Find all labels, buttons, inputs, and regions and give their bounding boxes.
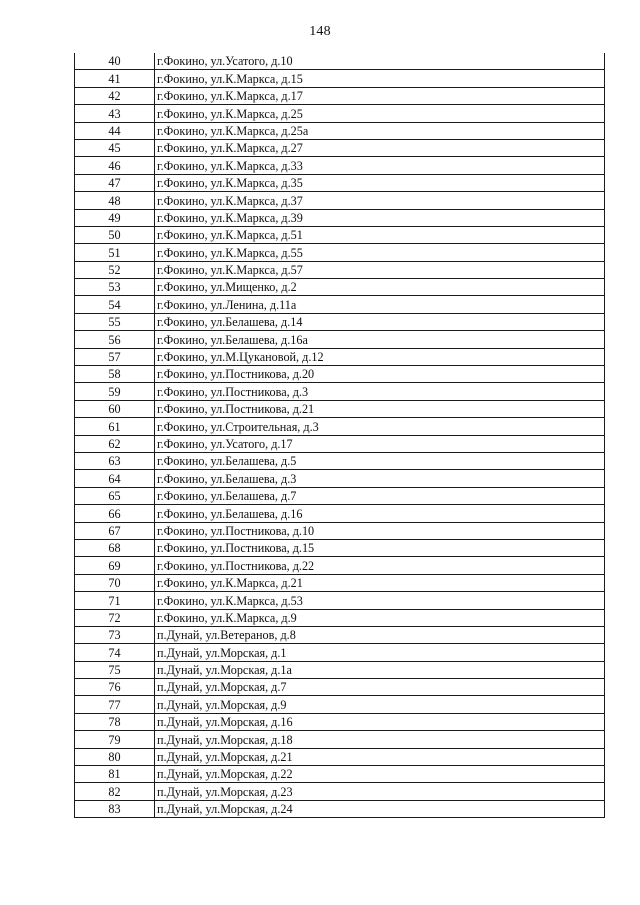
address-cell: п.Дунай, ул.Морская, д.21	[155, 748, 605, 765]
address-cell: г.Фокино, ул.Постникова, д.22	[155, 557, 605, 574]
row-number-cell: 57	[75, 348, 155, 365]
row-number-cell: 68	[75, 539, 155, 556]
table-row	[75, 748, 605, 765]
row-number-cell: 45	[75, 139, 155, 156]
address-cell: п.Дунай, ул.Морская, д.1а	[155, 661, 605, 678]
address-table	[74, 53, 605, 818]
row-number-cell: 51	[75, 244, 155, 261]
row-number-cell: 75	[75, 661, 155, 678]
table-row	[75, 661, 605, 678]
address-cell: г.Фокино, ул.К.Маркса, д.17	[155, 87, 605, 104]
row-number-cell: 61	[75, 418, 155, 435]
table-row	[75, 383, 605, 400]
table-row	[75, 279, 605, 296]
row-number-cell: 63	[75, 452, 155, 469]
table-row	[75, 209, 605, 226]
table-row	[75, 296, 605, 313]
row-number-cell: 67	[75, 522, 155, 539]
address-cell: г.Фокино, ул.К.Маркса, д.51	[155, 226, 605, 243]
row-number-cell: 49	[75, 209, 155, 226]
row-number-cell: 46	[75, 157, 155, 174]
row-number-cell: 81	[75, 766, 155, 783]
row-number-cell: 79	[75, 731, 155, 748]
table-row	[75, 574, 605, 591]
address-cell: г.Фокино, ул.Постникова, д.15	[155, 539, 605, 556]
table-row	[75, 644, 605, 661]
table-row	[75, 452, 605, 469]
address-cell: г.Фокино, ул.К.Маркса, д.37	[155, 192, 605, 209]
address-cell: п.Дунай, ул.Морская, д.23	[155, 783, 605, 800]
address-cell: г.Фокино, ул.Строительная, д.3	[155, 418, 605, 435]
table-row	[75, 261, 605, 278]
table-row	[75, 696, 605, 713]
address-cell: г.Фокино, ул.Постникова, д.20	[155, 366, 605, 383]
table-row	[75, 192, 605, 209]
row-number-cell: 47	[75, 174, 155, 191]
address-cell: г.Фокино, ул.К.Маркса, д.15	[155, 70, 605, 87]
address-cell: г.Фокино, ул.Белашева, д.16	[155, 505, 605, 522]
address-cell: п.Дунай, ул.Ветеранов, д.8	[155, 626, 605, 643]
row-number-cell: 82	[75, 783, 155, 800]
row-number-cell: 60	[75, 400, 155, 417]
row-number-cell: 43	[75, 105, 155, 122]
table-row	[75, 435, 605, 452]
address-cell: г.Фокино, ул.Ленина, д.11а	[155, 296, 605, 313]
row-number-cell: 74	[75, 644, 155, 661]
row-number-cell: 77	[75, 696, 155, 713]
table-row	[75, 348, 605, 365]
address-cell: п.Дунай, ул.Морская, д.1	[155, 644, 605, 661]
table-row	[75, 313, 605, 330]
table-row	[75, 53, 605, 70]
address-cell: г.Фокино, ул.Усатого, д.17	[155, 435, 605, 452]
table-row	[75, 557, 605, 574]
address-cell: г.Фокино, ул.К.Маркса, д.27	[155, 139, 605, 156]
address-cell: п.Дунай, ул.Морская, д.22	[155, 766, 605, 783]
row-number-cell: 53	[75, 279, 155, 296]
row-number-cell: 69	[75, 557, 155, 574]
row-number-cell: 40	[75, 53, 155, 70]
row-number-cell: 83	[75, 800, 155, 817]
table-row	[75, 331, 605, 348]
address-cell: г.Фокино, ул.Мищенко, д.2	[155, 279, 605, 296]
table-row	[75, 174, 605, 191]
row-number-cell: 76	[75, 679, 155, 696]
address-cell: г.Фокино, ул.К.Маркса, д.33	[155, 157, 605, 174]
address-cell: г.Фокино, ул.К.Маркса, д.21	[155, 574, 605, 591]
address-cell: г.Фокино, ул.Постникова, д.21	[155, 400, 605, 417]
table-row	[75, 226, 605, 243]
table-row	[75, 470, 605, 487]
row-number-cell: 59	[75, 383, 155, 400]
address-cell: п.Дунай, ул.Морская, д.7	[155, 679, 605, 696]
address-table-container	[74, 53, 604, 818]
address-cell: г.Фокино, ул.К.Маркса, д.53	[155, 592, 605, 609]
table-row	[75, 731, 605, 748]
address-cell: г.Фокино, ул.Белашева, д.3	[155, 470, 605, 487]
row-number-cell: 70	[75, 574, 155, 591]
address-cell: п.Дунай, ул.Морская, д.24	[155, 800, 605, 817]
row-number-cell: 55	[75, 313, 155, 330]
table-row	[75, 609, 605, 626]
table-row	[75, 105, 605, 122]
table-row	[75, 539, 605, 556]
row-number-cell: 41	[75, 70, 155, 87]
row-number-cell: 58	[75, 366, 155, 383]
row-number-cell: 73	[75, 626, 155, 643]
address-cell: г.Фокино, ул.Усатого, д.10	[155, 53, 605, 70]
row-number-cell: 42	[75, 87, 155, 104]
address-cell: г.Фокино, ул.К.Маркса, д.25	[155, 105, 605, 122]
table-row	[75, 157, 605, 174]
row-number-cell: 50	[75, 226, 155, 243]
table-row	[75, 679, 605, 696]
row-number-cell: 78	[75, 713, 155, 730]
table-row	[75, 87, 605, 104]
table-row	[75, 70, 605, 87]
table-row	[75, 139, 605, 156]
address-cell: п.Дунай, ул.Морская, д.18	[155, 731, 605, 748]
address-cell: г.Фокино, ул.К.Маркса, д.25а	[155, 122, 605, 139]
address-cell: г.Фокино, ул.К.Маркса, д.55	[155, 244, 605, 261]
table-row	[75, 592, 605, 609]
table-row	[75, 400, 605, 417]
address-cell: г.Фокино, ул.К.Маркса, д.57	[155, 261, 605, 278]
row-number-cell: 65	[75, 487, 155, 504]
address-cell: г.Фокино, ул.Постникова, д.3	[155, 383, 605, 400]
row-number-cell: 52	[75, 261, 155, 278]
address-cell: г.Фокино, ул.М.Цукановой, д.12	[155, 348, 605, 365]
address-cell: г.Фокино, ул.К.Маркса, д.39	[155, 209, 605, 226]
table-row	[75, 626, 605, 643]
table-row	[75, 713, 605, 730]
table-row	[75, 505, 605, 522]
address-cell: г.Фокино, ул.К.Маркса, д.35	[155, 174, 605, 191]
row-number-cell: 54	[75, 296, 155, 313]
address-cell: г.Фокино, ул.Белашева, д.16а	[155, 331, 605, 348]
table-row	[75, 766, 605, 783]
row-number-cell: 80	[75, 748, 155, 765]
address-cell: г.Фокино, ул.Белашева, д.14	[155, 313, 605, 330]
address-cell: г.Фокино, ул.Постникова, д.10	[155, 522, 605, 539]
address-cell: п.Дунай, ул.Морская, д.16	[155, 713, 605, 730]
row-number-cell: 48	[75, 192, 155, 209]
row-number-cell: 56	[75, 331, 155, 348]
row-number-cell: 66	[75, 505, 155, 522]
row-number-cell: 62	[75, 435, 155, 452]
address-cell: г.Фокино, ул.Белашева, д.5	[155, 452, 605, 469]
row-number-cell: 72	[75, 609, 155, 626]
row-number-cell: 64	[75, 470, 155, 487]
table-row	[75, 522, 605, 539]
row-number-cell: 44	[75, 122, 155, 139]
table-row	[75, 800, 605, 817]
row-number-cell: 71	[75, 592, 155, 609]
table-row	[75, 783, 605, 800]
table-row	[75, 122, 605, 139]
table-row	[75, 418, 605, 435]
table-row	[75, 244, 605, 261]
table-row	[75, 366, 605, 383]
address-cell: п.Дунай, ул.Морская, д.9	[155, 696, 605, 713]
address-cell: г.Фокино, ул.Белашева, д.7	[155, 487, 605, 504]
address-cell: г.Фокино, ул.К.Маркса, д.9	[155, 609, 605, 626]
table-row	[75, 487, 605, 504]
address-table-body	[75, 53, 605, 818]
page-number: 148	[309, 24, 331, 39]
